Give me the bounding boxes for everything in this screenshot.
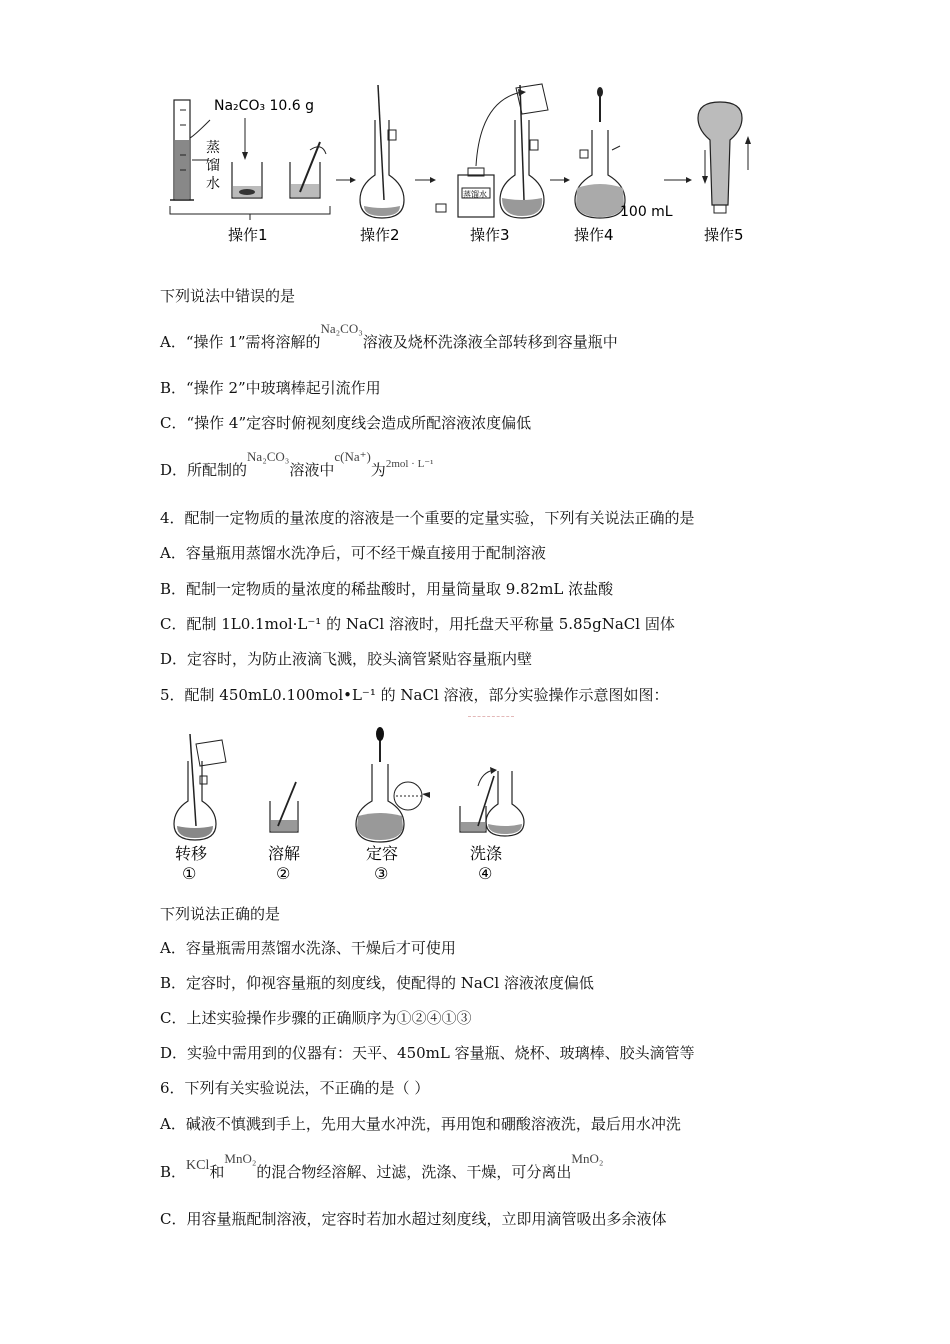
chem-formula: MnO₂ <box>224 1151 257 1166</box>
q3-option-a <box>160 321 618 353</box>
chem-formula: MnO₂ <box>571 1151 604 1166</box>
q3-d-mid: 溶液中 <box>289 461 335 479</box>
q4-stem: 4．配制一定物质的量浓度的溶液是一个重要的定量实验，下列有关说法正确的是 <box>160 509 695 527</box>
number-4: ④ <box>478 864 493 883</box>
fixed-volume-flask-icon <box>356 727 430 842</box>
q6-b-post: 的混合物经溶解、过滤，洗涤、干燥，可分离出 <box>256 1163 572 1181</box>
beaker-stir-icon <box>290 142 326 198</box>
q5-option-d: D．实验中需用到的仪器有：天平、450mL 容量瓶、烧杯、玻璃棒、胶头滴管等 <box>160 1044 695 1062</box>
q6-option-c: C．用容量瓶配制溶液，定容时若加水超过刻度线，立即用滴管吸出多余液体 <box>160 1210 667 1228</box>
q3-option-d <box>160 449 434 482</box>
q6-option-a: A．碱液不慎溅到手上，先用大量水冲洗，再用饱和硼酸溶液洗，最后用水冲洗 <box>160 1115 681 1133</box>
water-label-1: 蒸 <box>206 140 220 156</box>
q3-a-pre: A．“操作 1”需将溶解的 <box>160 333 321 351</box>
q6-b-pre: B． <box>160 1163 187 1181</box>
graduated-cylinder-icon <box>170 100 194 200</box>
q5-sub-stem: 下列说法正确的是 <box>160 905 281 923</box>
q5-option-b: B．定容时，仰视容量瓶的刻度线，使配得的 NaCl 溶液浓度偏低 <box>160 974 594 992</box>
q5-option-c: C．上述实验操作步骤的正确顺序为①②④①③ <box>160 1009 472 1027</box>
dissolve-beaker-icon <box>270 782 298 832</box>
q3-option-c: C．“操作 4”定容时俯视刻度线会造成所配溶液浓度偏低 <box>160 414 532 432</box>
volume-label: 100 mL <box>620 204 673 220</box>
chem-formula: Na₂CO₃ <box>320 321 363 336</box>
water-label-3: 水 <box>206 176 220 192</box>
q4-option-b: B．配制一定物质的量浓度的稀盐酸时，用量筒量取 9.82mL 浓盐酸 <box>160 580 614 598</box>
q5-option-a: A．容量瓶需用蒸馏水洗涤、干燥后才可使用 <box>160 939 456 957</box>
q6-b-mid: 和 <box>209 1163 225 1181</box>
figure-operations <box>150 80 770 250</box>
beaker-icon <box>232 162 262 198</box>
q4-option-c: C．配制 1L0.1mol·L⁻¹ 的 NaCl 溶液时，用托盘天平称量 5.85gNaCl 固体 <box>160 615 675 633</box>
chem-formula: KCl <box>186 1158 210 1173</box>
label-transfer: 转移 <box>175 844 208 863</box>
figure-q5-steps <box>160 726 540 886</box>
transfer-flask-icon <box>174 734 226 840</box>
wash-icon <box>460 767 524 836</box>
label-dissolve: 溶解 <box>268 844 301 863</box>
label-wash: 洗涤 <box>470 844 503 863</box>
number-2: ② <box>276 864 291 883</box>
volumetric-flask-icon <box>360 85 404 218</box>
step-label-5: 操作5 <box>704 226 744 244</box>
step-label-1: 操作1 <box>228 226 268 244</box>
q6-stem: 6．下列有关实验说法，不正确的是（ ） <box>160 1079 430 1097</box>
q3-d-pre: D．所配制的 <box>160 461 248 479</box>
step-label-2: 操作2 <box>360 226 400 244</box>
step-label-3: 操作3 <box>470 226 510 244</box>
divider <box>468 716 514 717</box>
volumetric-flask-dropper-icon <box>575 87 625 218</box>
chem-formula: 2mol · L⁻¹ <box>385 458 434 470</box>
step-label-4: 操作4 <box>574 226 614 244</box>
q3-a-post: 溶液及烧杯洗涤液全部转移到容量瓶中 <box>362 333 618 351</box>
reagent-label: Na₂CO₃ 10.6 g <box>214 98 315 114</box>
inverted-flask-icon <box>698 102 751 213</box>
chem-formula: c(Na⁺) <box>334 449 371 464</box>
q4-option-a: A．容量瓶用蒸馏水洗净后，可不经干燥直接用于配制溶液 <box>160 544 546 562</box>
volumetric-flask-pour-icon <box>500 84 548 218</box>
q3-stem: 下列说法中错误的是 <box>160 287 296 305</box>
bottle-label: 蒸馏水 <box>463 190 487 199</box>
q4-option-d: D．定容时，为防止液滴飞溅，胶头滴管紧贴容量瓶内壁 <box>160 650 533 668</box>
water-label-2: 馏 <box>206 158 220 174</box>
q5-stem: 5．配制 450mL0.100mol•L⁻¹ 的 NaCl 溶液，部分实验操作示意图如图： <box>160 686 669 704</box>
label-fix-volume: 定容 <box>366 844 399 863</box>
chem-formula: Na₂CO₃ <box>247 449 290 464</box>
q6-option-b <box>160 1151 604 1184</box>
q3-option-b: B．“操作 2”中玻璃棒起引流作用 <box>160 379 381 397</box>
q3-d-mid2: 为 <box>370 461 386 479</box>
number-3: ③ <box>374 864 389 883</box>
number-1: ① <box>182 864 197 883</box>
